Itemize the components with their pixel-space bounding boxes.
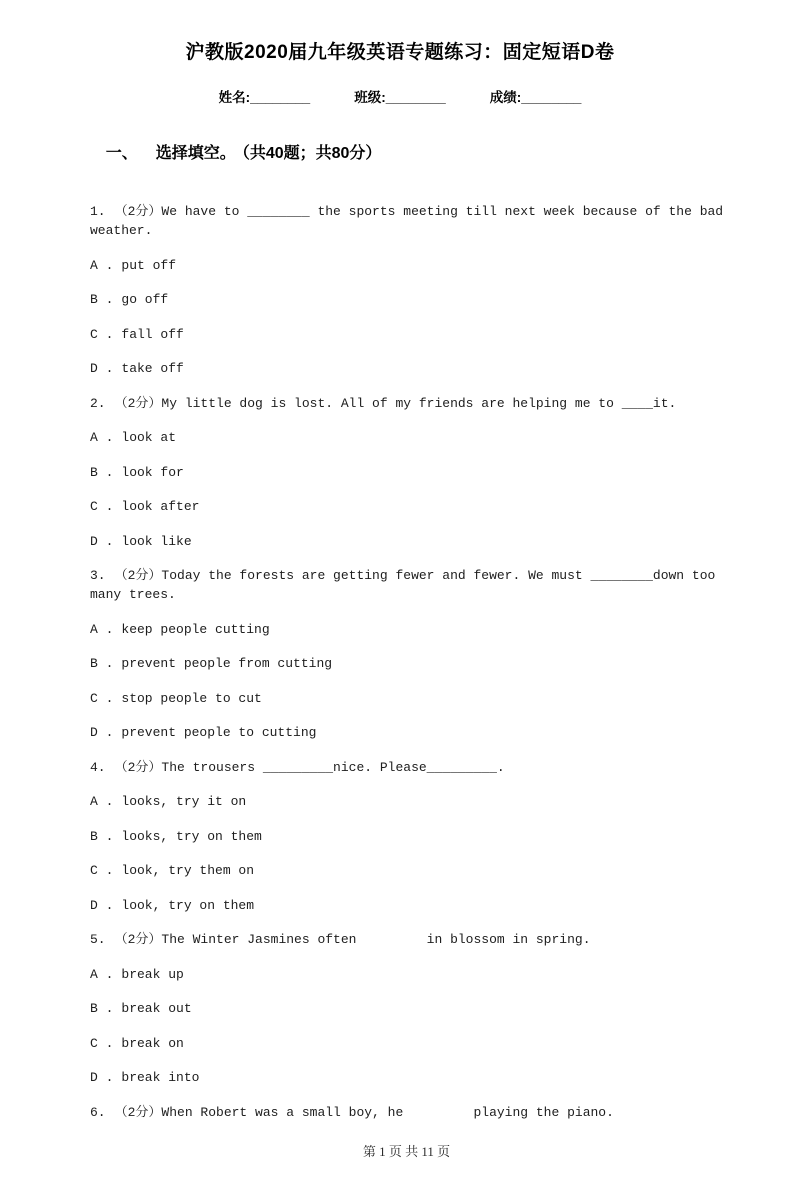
question-3-option-a <box>90 620 752 639</box>
option-text: looks, try on them <box>121 828 262 844</box>
question-score: （2分） <box>114 204 162 219</box>
option-label: C . <box>90 499 114 514</box>
question-3-option-b <box>90 654 752 673</box>
question-2-option-a <box>90 428 752 447</box>
question-2-option-c <box>90 497 752 516</box>
name-field-blank: ________ <box>250 90 311 105</box>
class-field-blank: ________ <box>385 90 446 105</box>
question-1-option-c <box>90 325 752 344</box>
questions-list <box>0 202 800 1122</box>
option-label: B . <box>90 656 114 671</box>
option-text: break into <box>121 1070 200 1085</box>
score-field-label: 成绩: <box>489 90 522 105</box>
option-text: looks, try it on <box>121 794 247 809</box>
section-heading <box>88 121 800 187</box>
question-number: 1. <box>90 204 106 219</box>
section-index: 一、 <box>105 145 138 162</box>
option-label: B . <box>90 292 114 307</box>
option-label: D . <box>90 897 114 913</box>
question-number: 3. <box>90 568 106 583</box>
question-1 <box>90 202 752 240</box>
question-text: When Robert was a small boy, he playing the piano. <box>161 1104 614 1120</box>
question-4-option-b <box>90 827 752 846</box>
option-text: look at <box>121 430 177 445</box>
question-text: We have to ________ the sports meeting till next week because of the bad weather. <box>90 204 731 238</box>
question-4-option-a <box>90 792 752 811</box>
question-5-option-b <box>90 999 752 1018</box>
question-score: （2分） <box>114 568 162 583</box>
name-field <box>219 88 311 107</box>
page-number-label: 第 1 页 共 11 页 <box>362 1143 451 1159</box>
name-field-label: 姓名: <box>218 90 251 105</box>
question-1-option-a <box>90 256 752 275</box>
question-text: The trousers _________nice. Please_________. <box>161 759 505 775</box>
option-label: C . <box>90 690 114 706</box>
question-score: （2分） <box>114 759 162 775</box>
option-label: A . <box>90 430 114 445</box>
option-label: A . <box>90 966 114 982</box>
question-5-option-d <box>90 1068 752 1087</box>
option-text: go off <box>121 292 169 307</box>
option-text: break on <box>121 1035 184 1051</box>
option-text: break out <box>121 1001 192 1016</box>
option-text: look for <box>121 464 184 480</box>
option-text: keep people cutting <box>121 621 270 637</box>
question-2-option-d <box>90 532 752 551</box>
section-title: 选择填空。 <box>155 145 236 162</box>
option-label: D . <box>90 1070 114 1085</box>
question-3 <box>90 566 752 604</box>
option-text: look, try on them <box>121 897 255 913</box>
option-text: stop people to cut <box>121 690 262 706</box>
question-number: 4. <box>90 759 106 775</box>
question-1-option-b <box>90 290 752 309</box>
option-label: D . <box>90 533 114 549</box>
option-label: C . <box>90 326 114 342</box>
option-text: prevent people to cutting <box>121 725 317 740</box>
question-4 <box>90 758 752 777</box>
question-5-option-a <box>90 965 752 984</box>
option-label: D . <box>90 725 114 740</box>
question-4-option-c <box>90 861 752 880</box>
option-text: fall off <box>121 326 184 342</box>
option-label: C . <box>90 1035 114 1051</box>
option-text: look, try them on <box>121 863 255 878</box>
option-text: look like <box>121 533 192 549</box>
question-5 <box>90 930 752 949</box>
question-4-option-d <box>90 896 752 915</box>
option-label: A . <box>90 257 114 273</box>
class-field-label: 班级: <box>354 90 386 105</box>
option-label: C . <box>90 863 114 878</box>
question-1-option-d <box>90 359 752 378</box>
section-meta: （共40题；共80分） <box>241 145 382 162</box>
class-field <box>354 88 446 107</box>
question-5-option-c <box>90 1034 752 1053</box>
option-text: take off <box>121 361 184 376</box>
question-score: （2分） <box>114 395 162 411</box>
option-text: look after <box>121 499 200 514</box>
option-label: B . <box>90 828 114 844</box>
question-number: 2. <box>90 395 106 411</box>
option-text: prevent people from cutting <box>121 656 333 671</box>
student-info-row <box>0 88 800 107</box>
question-2-option-b <box>90 463 752 482</box>
question-text: My little dog is lost. All of my friends are helping me to ____it. <box>161 395 677 411</box>
question-text: The Winter Jasmines often in blossom in spring. <box>161 932 591 947</box>
score-field <box>490 88 582 107</box>
option-label: D . <box>90 361 114 376</box>
question-2 <box>90 394 752 413</box>
option-text: put off <box>121 257 177 273</box>
option-text: break up <box>121 966 184 982</box>
question-3-option-d <box>90 723 752 742</box>
page-footer <box>0 1125 800 1179</box>
question-6 <box>90 1103 752 1122</box>
option-label: B . <box>90 1001 114 1016</box>
question-number: 6. <box>90 1104 106 1120</box>
question-score: （2分） <box>114 1104 162 1120</box>
score-field-blank: ________ <box>521 90 582 105</box>
option-label: A . <box>90 621 114 637</box>
document-title: 沪教版2020届九年级英语专题练习：固定短语D卷 <box>185 42 615 63</box>
question-number: 5. <box>90 932 106 947</box>
question-score: （2分） <box>114 932 162 947</box>
question-3-option-c <box>90 689 752 708</box>
question-text: Today the forests are getting fewer and fewer. We must ________down too many trees. <box>90 568 724 602</box>
option-label: B . <box>90 464 114 480</box>
option-label: A . <box>90 794 114 809</box>
